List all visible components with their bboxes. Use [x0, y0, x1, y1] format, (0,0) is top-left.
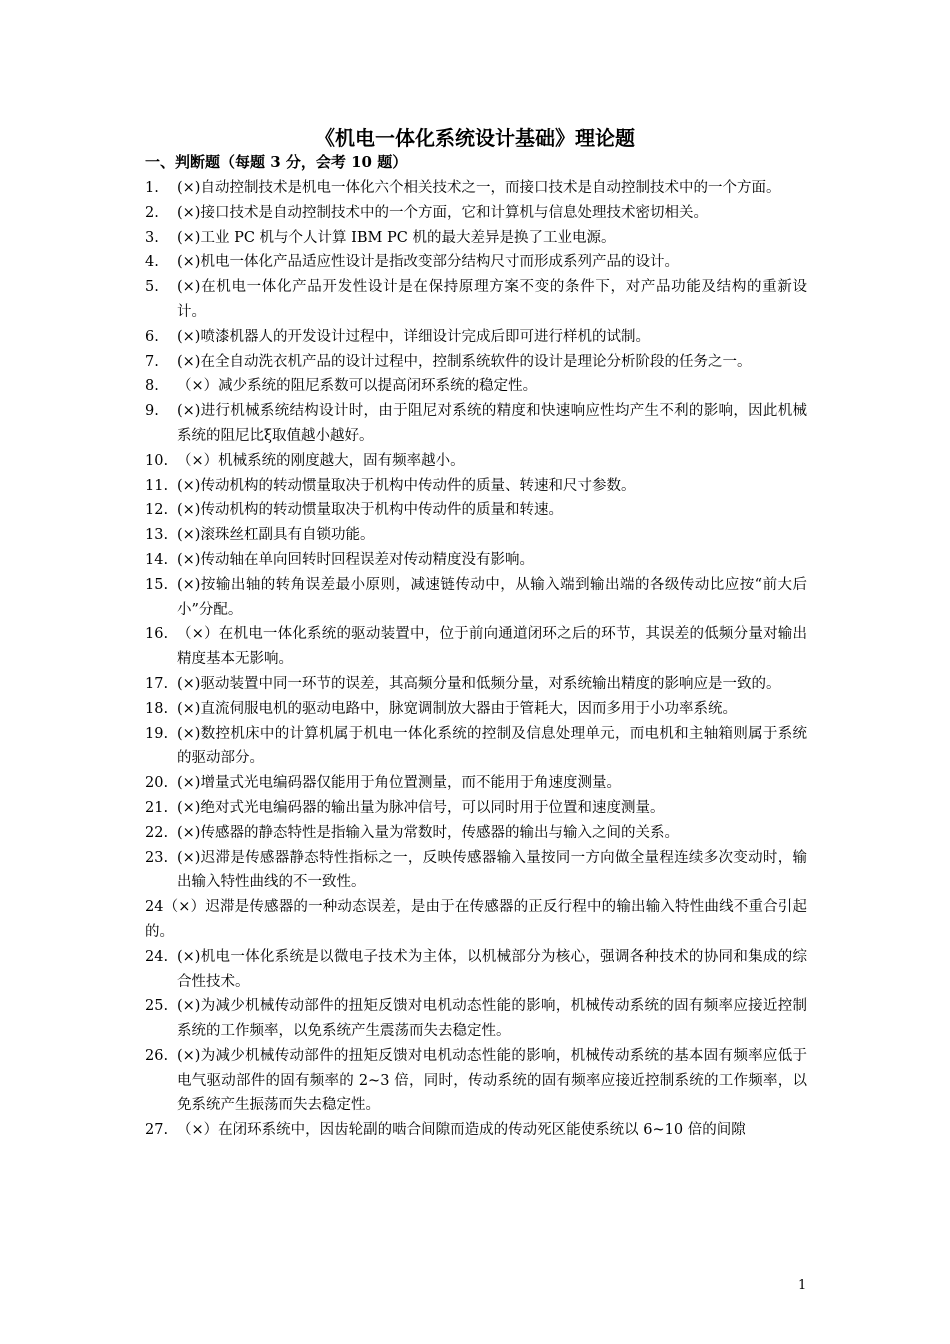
- list-item: [145, 226, 807, 251]
- item-text: (×)接口技术是自动控制技术中的一个方面，它和计算机与信息处理技术密切相关。: [177, 204, 708, 221]
- item-number: 5.: [145, 279, 159, 296]
- list-item: [145, 945, 807, 995]
- list-item: [145, 722, 807, 772]
- item-number: 24.: [145, 948, 169, 965]
- item-text: （×）减少系统的阻尼系数可以提高闭环系统的稳定性。: [177, 378, 538, 395]
- list-item: [145, 374, 807, 399]
- list-item: [145, 250, 807, 275]
- item-number: 12.: [145, 502, 169, 519]
- item-number: 10.: [145, 452, 169, 469]
- list-item: [145, 821, 807, 846]
- item-text: (×)增量式光电编码器仅能用于角位置测量，而不能用于角速度测量。: [177, 775, 621, 792]
- item-text: (×)传动机构的转动惯量取决于机构中传动件的质量、转速和尺寸参数。: [177, 477, 636, 494]
- item-text: (×)传感器的静态特性是指输入量为常数时，传感器的输出与输入之间的关系。: [177, 824, 679, 841]
- item-text: (×)工业 PC 机与个人计算 IBM PC 机的最大差异是换了工业电源。: [177, 229, 616, 246]
- list-item: [145, 796, 807, 821]
- item-text: (×)为减少机械传动部件的扭矩反馈对电机动态性能的影响，机械传动系统的固有频率应接近控制系统的工作频率，以免系统产生震荡而失去稳定性。: [177, 998, 807, 1040]
- item-text: （×）在机电一体化系统的驱动装置中，位于前向通道闭环之后的环节，其误差的低频分量对输出精度基本无影响。: [177, 626, 807, 668]
- item-number: 27.: [145, 1122, 169, 1139]
- list-item: [145, 672, 807, 697]
- item-number: 2.: [145, 204, 159, 221]
- list-item: [145, 176, 807, 201]
- list-item-unnumbered: 24（×）迟滞是传感器的一种动态误差，是由于在传感器的正反行程中的输出输入特性曲线不重合引起的。: [145, 899, 807, 940]
- item-number: 11.: [145, 477, 169, 494]
- list-item: [145, 697, 807, 722]
- item-number: 19.: [145, 725, 169, 742]
- item-number: 25.: [145, 998, 169, 1015]
- section-heading: 一、判断题（每题 3 分，会考 10 题）: [145, 153, 408, 171]
- item-text: (×)数控机床中的计算机属于机电一体化系统的控制及信息处理单元，而电机和主轴箱则属于系统的驱动部分。: [177, 725, 807, 767]
- item-text: (×)进行机械系统结构设计时，由于阻尼对系统的精度和快速响应性均产生不利的影响，因此机械系统的阻尼比ξ取值越小越好。: [177, 403, 807, 444]
- item-number: 14.: [145, 551, 169, 568]
- list-item: [145, 994, 807, 1044]
- list-item: [145, 474, 807, 499]
- item-number: 18.: [145, 700, 169, 717]
- item-text: (×)驱动装置中同一环节的误差，其高频分量和低频分量，对系统输出精度的影响应是一致的。: [177, 675, 781, 692]
- item-text: (×)为减少机械传动部件的扭矩反馈对电机动态性能的影响，机械传动系统的基本固有频率应低于电气驱动部件的固有频率的 2~3 倍，同时，传动系统的固有频率应接近控制系统的工作频率，以免系统产生振荡而失去稳定性。: [177, 1047, 807, 1114]
- item-number: 7.: [145, 353, 159, 370]
- page-number: 1: [798, 1278, 807, 1293]
- item-text: (×)机电一体化产品适应性设计是指改变部分结构尺寸而形成系列产品的设计。: [177, 254, 679, 271]
- item-text: (×)在全自动洗衣机产品的设计过程中，控制系统软件的设计是理论分析阶段的任务之一。: [177, 353, 752, 370]
- question-list: [145, 176, 807, 1143]
- item-number: 26.: [145, 1047, 169, 1064]
- item-number: 8.: [145, 378, 159, 395]
- item-number: 4.: [145, 254, 159, 271]
- item-text: (×)在机电一体化产品开发性设计是在保持原理方案不变的条件下，对产品功能及结构的重新设计。: [177, 279, 807, 320]
- list-item: [145, 350, 807, 375]
- item-text: (×)迟滞是传感器静态特性指标之一，反映传感器输入量按同一方向做全量程连续多次变动时，输出输入特性曲线的不一致性。: [177, 849, 807, 891]
- document-title: 《机电一体化系统设计基础》理论题: [315, 126, 635, 150]
- item-number: 1.: [145, 180, 159, 196]
- item-text: (×)喷漆机器人的开发设计过程中，详细设计完成后即可进行样机的试制。: [177, 328, 650, 345]
- item-number: 13.: [145, 527, 169, 544]
- item-number: 23.: [145, 849, 169, 866]
- item-number: 22.: [145, 824, 169, 841]
- item-number: 16.: [145, 626, 169, 643]
- list-item: [145, 771, 807, 796]
- list-item: [145, 573, 807, 623]
- item-text: (×)按输出轴的转角误差最小原则，减速链传动中，从输入端到输出端的各级传动比应按“前大后小”分配。: [177, 576, 807, 618]
- list-item: [145, 325, 807, 350]
- item-number: 15.: [145, 576, 169, 593]
- list-item: [145, 201, 807, 226]
- item-number: 9.: [145, 403, 159, 420]
- item-text: (×)传动轴在单向回转时回程误差对传动精度没有影响。: [177, 551, 534, 568]
- item-text: (×)自动控制技术是机电一体化六个相关技术之一，而接口技术是自动控制技术中的一个方面。: [177, 180, 781, 196]
- list-item: [145, 523, 807, 548]
- item-text: (×)直流伺服电机的驱动电路中，脉宽调制放大器由于管耗大，因而多用于小功率系统。: [177, 700, 737, 717]
- list-item: [145, 275, 807, 325]
- item-text: （×）机械系统的刚度越大，固有频率越小。: [177, 452, 465, 469]
- list-item: [145, 548, 807, 573]
- item-text: (×)滚珠丝杠副具有自锁功能。: [177, 527, 375, 544]
- item-text: （×）在闭环系统中，因齿轮副的啮合间隙而造成的传动死区能使系统以 6~10 倍的间隙: [177, 1122, 746, 1139]
- item-text: (×)传动机构的转动惯量取决于机构中传动件的质量和转速。: [177, 502, 563, 519]
- item-number: 21.: [145, 799, 169, 816]
- list-item: [145, 449, 807, 474]
- item-text: (×)绝对式光电编码器的输出量为脉冲信号，可以同时用于位置和速度测量。: [177, 799, 665, 816]
- list-item: [145, 1118, 807, 1143]
- list-item: [145, 846, 807, 896]
- item-number: 17.: [145, 675, 169, 692]
- item-number: 6.: [145, 328, 159, 345]
- list-item: [145, 498, 807, 523]
- list-item: [145, 1044, 807, 1118]
- item-number: 3.: [145, 229, 159, 246]
- item-text: (×)机电一体化系统是以微电子技术为主体，以机械部分为核心，强调各种技术的协同和集成的综合性技术。: [177, 948, 807, 990]
- list-item: [145, 622, 807, 672]
- list-item: [145, 399, 807, 449]
- item-number: 20.: [145, 775, 169, 792]
